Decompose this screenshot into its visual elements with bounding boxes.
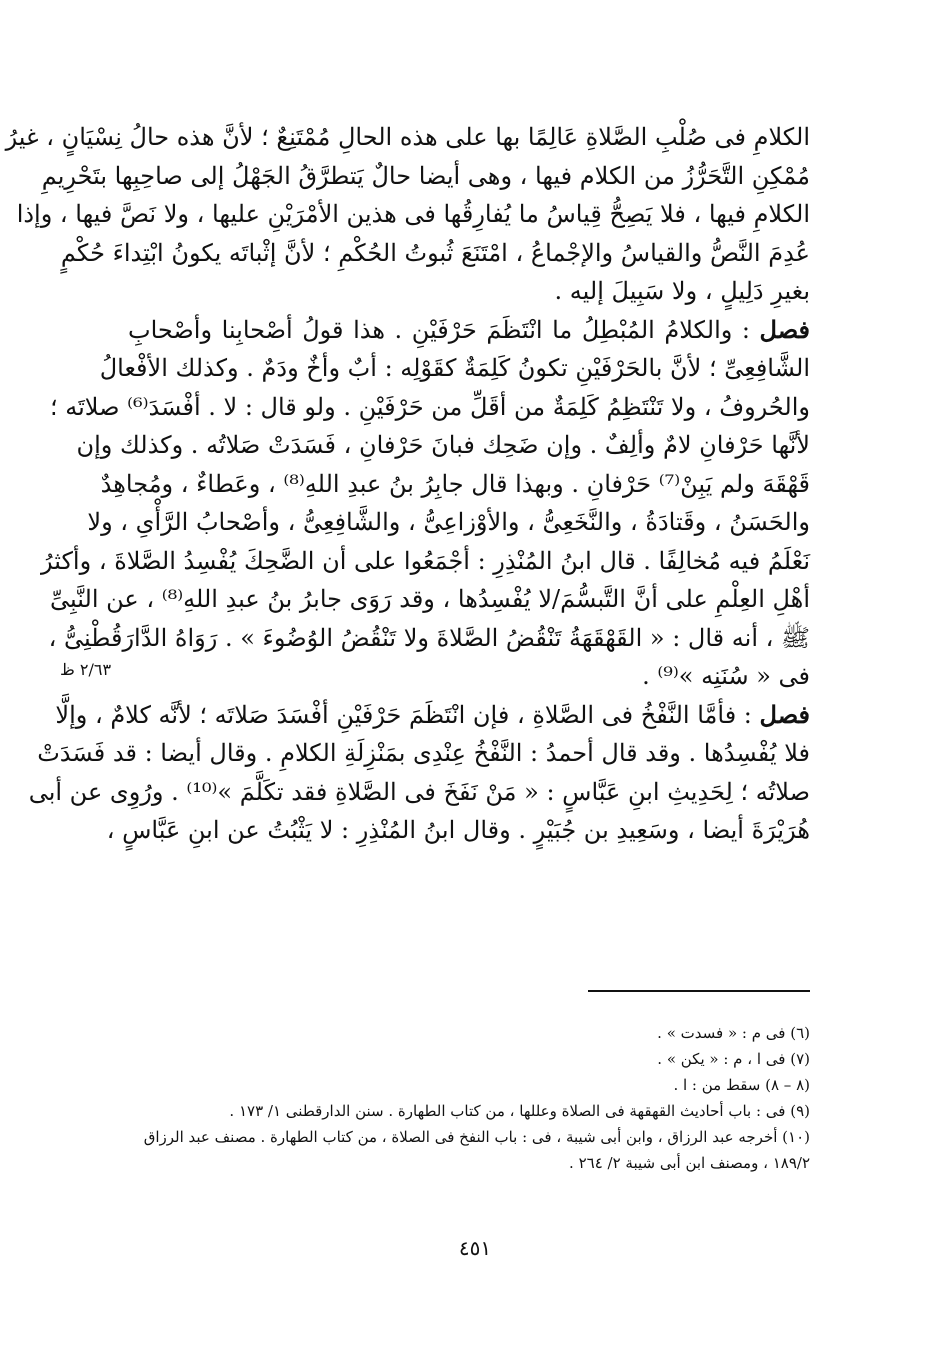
text-line: ﷺ ، أنه قال : « القَهْقَهَةُ تَنْقُضُ الصَّلاةَ ولا تَنْقُضُ الوُضُوءَ » . رَوَاهُ الدَّارَقُطْنِىُّ ، <box>48 623 810 652</box>
text-line: والحُروفُ ، ولا تَنْتَظِمُ كَلِمَةٌ من أقَلِّ من حَرْفَيْنِ . ولو قال : لا . أفْسَدَ⁽⁶⁾ صلاتَه ؛ <box>49 392 810 421</box>
footnote: (٩) فى : باب أحاديث القهقهة فى الصلاة وعللها ، من كتاب الطهارة . سنن الدارقطنى ١/ ١٧٣ . <box>229 1102 810 1120</box>
footnote: (١٠) أخرجه عبد الرزاق ، وابن أبى شيبة ، فى : باب النفخ فى الصلاة ، من كتاب الطهارة . مصنف عبد الرزاق <box>143 1128 810 1146</box>
text-line: الكلامِ فيها ، فلا يَصِحُّ قِياسُ ما يُفارِقُها فى هذين الأمْرَيْنِ عليها ، ولا نَصَّ فيها ، وإذا <box>16 200 810 228</box>
section-heading-word: فصل <box>759 699 810 729</box>
footnote-divider <box>588 990 810 992</box>
page-number: ٤٥١ <box>458 1236 492 1260</box>
footnote: (٧) فى ا ، م : « يكن » . <box>657 1050 810 1068</box>
text-line: عُدِمَ النَّصُّ والقياسُ والإجْماعُ ، امْتَنَعَ ثُبوتُ الحُكْمِ ؛ لأنَّ إثْباتَه يكونُ ابْتِداءَ حُكْمٍ <box>60 238 810 267</box>
paragraph-1 <box>5 118 810 311</box>
text-line: هُرَيْرَةَ أيضا ، وسَعِيدِ بن جُبَيْرٍ . وقال ابنُ المُنْذِرِ : لا يَثْبُتُ عن ابنِ عَبَّاسٍ ، <box>106 816 810 844</box>
text-line: أهْلِ العِلْمِ على أنَّ التَّبسُّمَ/لا يُفْسِدُها ، وقد رَوَى جابرُ بنُ عبدِ اللهِ⁽⁸⁾ ، عن النَّبِىِّ <box>50 585 810 613</box>
text-line: صلاتُه ؛ لِحَدِيثِ ابنِ عَبَّاسٍ : « مَنْ نَفَخَ فى الصَّلاةِ فقد تكَلَّمَ »⁽¹⁰⁾ . ورُوِى عن أبى <box>28 777 810 806</box>
text-line: فى « سُنَنِه »⁽⁹⁾ . <box>642 662 810 690</box>
footnote: (٦) فى م : « فسدت » . <box>657 1024 810 1042</box>
text-line: نَعْلَمُ فيه مُخالِفًا . قال ابنُ المُنْذِرِ : أجْمَعُوا على أن الضَّحِكَ يُفْسِدُ الصَّلاةَ ، وأكثرُ <box>41 546 810 575</box>
text-line: الكلامِ فى صُلْبِ الصَّلاةِ عَالِمًا بها على هذه الحالِ مُمْتَنِعٌ ؛ لأنَّ هذه حالُ نِسْيَانٍ ، غيرُ <box>5 123 810 151</box>
text-line: فصل : فأمَّا النَّفْخُ فى الصَّلاةِ ، فإن انْتَظَمَ حَرْفَيْنِ أفْسَدَ صَلاتَه ؛ لأنَّه كلامٌ ، وإلَّا <box>55 699 810 729</box>
footnotes <box>143 1020 810 1176</box>
text-line: فلا يُفْسِدُها . وقد قال أحمدُ : النَّفْخُ عِنْدِى بمَنْزِلَةِ الكلامِ . وقال أيضا : قد فَسَدَتْ <box>37 739 810 767</box>
text-line: قَهْقَهَ ولم يَبِنْ⁽⁷⁾ حَرْفانِ . وبهذا قال جابِرُ بنُ عبدِ اللهِ⁽⁸⁾ ، وعَطاءٌ ، ومُجاهِدٌ <box>100 469 810 498</box>
footnote: (٨ – ٨) سقط من : ا . <box>673 1076 810 1094</box>
margin-folio-note: ٢/٦٣ ظ <box>60 660 112 679</box>
paragraph-3 <box>28 696 810 850</box>
footnote: ١٨٩/٢ ، ومصنف ابن أبى شيبة ٢/ ٢٦٤ . <box>569 1154 810 1172</box>
text-line: فصل : والكلامُ المُبْطِلُ ما انْتَظَمَ حَرْفَيْنِ . هذا قولُ أصْحابِنا وأصْحابِ <box>128 314 810 344</box>
text-line: والحَسَنُ ، وقَتادَةُ ، والنَّخَعِىُّ ، والأوْزاعِىُّ ، والشَّافِعِىُّ ، وأصْحابُ الرَّأْىِ ، ولا <box>87 508 810 536</box>
text-line: بغيرِ دَلِيلٍ ، ولا سَبِيلَ إليه . <box>554 277 810 305</box>
text-line: مُمْكِنِ التَّحَرُّزُ من الكلام فيها ، وهى أيضا حالٌ يَتطرَّقُ الجَهْلُ إلى صاحِبِها بتَحْرِيمِ <box>41 161 810 190</box>
section-heading-word: فصل <box>759 314 810 344</box>
text-line: الشَّافِعِىِّ ؛ لأنَّ بالحَرْفَيْنِ تكونُ كَلِمَةٌ كقَوْلِه : أبٌ وأخٌ ودَمٌ . وكذلك الأفْعالُ <box>99 354 810 382</box>
text-line: لأنَّها حَرْفانِ لامٌ وألِفٌ . وإن ضَحِك فبانَ حَرْفانِ ، فَسَدَتْ صَلاتُه . وكذلك وإن <box>76 431 810 459</box>
